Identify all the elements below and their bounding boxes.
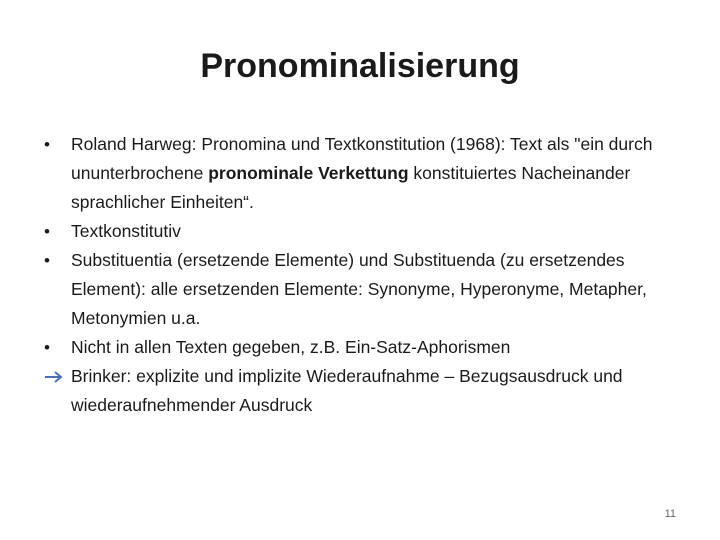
slide-title: Pronominalisierung	[200, 47, 520, 85]
right-arrow-icon	[44, 362, 71, 384]
bullet-item-aphorismen	[44, 333, 684, 362]
bullet-list	[44, 130, 684, 420]
bullet-text-part: konstituiertes Nacheinander sprachlicher Einheiten“.	[71, 163, 631, 212]
bullet-item-textkonstitutiv	[44, 217, 684, 246]
bullet-marker: •	[44, 338, 50, 357]
arrow-item-brinker	[44, 362, 684, 420]
page-number: 11	[664, 508, 676, 520]
bold-term: pronominale Verkettung	[208, 163, 409, 183]
bullet-text: Substituentia (ersetzende Elemente) und Substituenda (zu ersetzendes Element): alle ersetzenden Elemente: Synonyme, Hyperonyme, Metapher, Metonymien u.a.	[71, 250, 647, 328]
bullet-item-harweg	[44, 130, 684, 217]
bullet-text: Textkonstitutiv	[71, 221, 181, 241]
bullet-text: Nicht in allen Texten gegeben, z.B. Ein-Satz-Aphorismen	[71, 337, 511, 357]
bullet-marker: •	[44, 251, 50, 270]
bullet-text-part: Roland Harweg: Pronomina und Textkonstitution (1968): Text als "ein durch ununterbrochene	[71, 134, 653, 183]
bullet-marker: •	[44, 135, 50, 154]
bullet-marker: •	[44, 222, 50, 241]
bullet-text	[71, 134, 652, 212]
bullet-item-substituentia	[44, 246, 684, 333]
arrow-item-text: Brinker: explizite und implizite Wiederaufnahme – Bezugsausdruck und wiederaufnehmender Ausdruck	[71, 366, 623, 415]
